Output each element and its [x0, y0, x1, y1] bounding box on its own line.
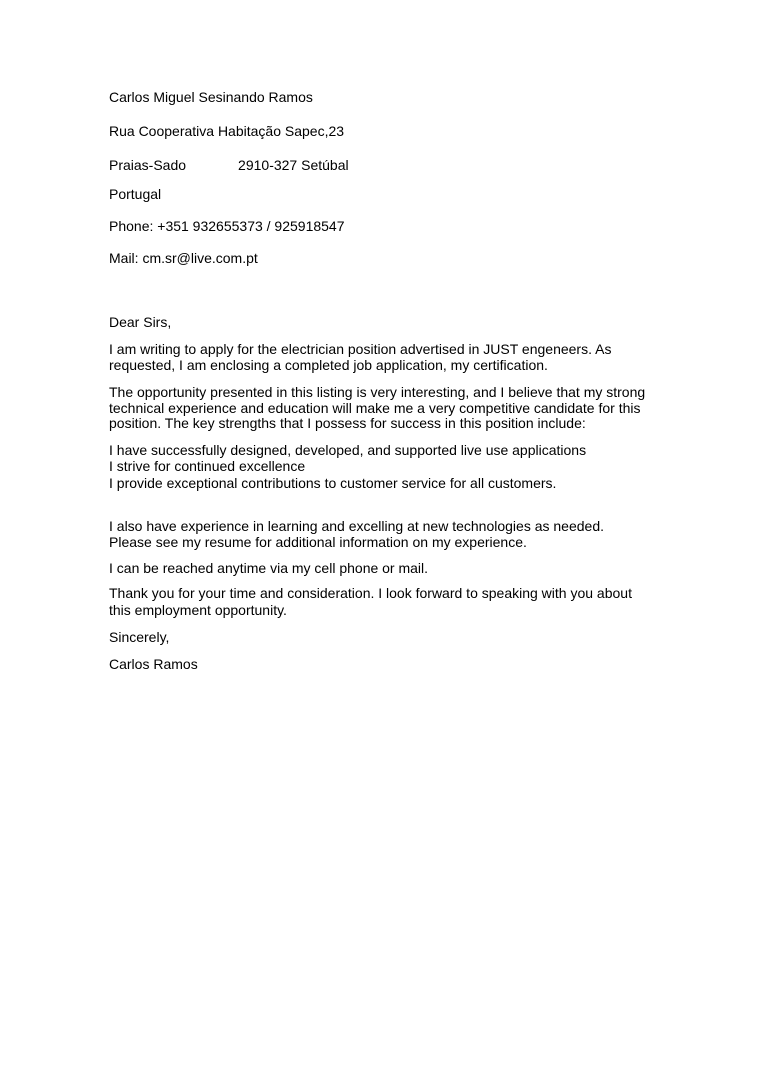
sender-street: Rua Cooperativa Habitação Sapec,23	[109, 123, 345, 139]
paragraph-3-line: I also have experience in learning and excelling at new technologies as needed.	[109, 518, 605, 534]
sender-postal: 2910-327 Setúbal	[238, 157, 349, 173]
paragraph-5-line: Thank you for your time and consideration. I look forward to speaking with you about	[109, 585, 632, 601]
paragraph-1-line: I am writing to apply for the electrician position advertised in JUST engeneers. As	[109, 341, 612, 357]
sender-country: Portugal	[109, 186, 162, 202]
sender-locality: Praias-Sado	[109, 157, 187, 173]
paragraph-3-line: Please see my resume for additional information on my experience.	[109, 534, 527, 550]
sender-mail: Mail: cm.sr@live.com.pt	[109, 250, 258, 266]
sender-name: Carlos Miguel Sesinando Ramos	[109, 89, 313, 105]
paragraph-5-line: this employment opportunity.	[109, 602, 287, 618]
paragraph-2-line: technical experience and education will make me a very competitive candidate for this	[109, 400, 641, 416]
paragraph-2-line: position. The key strengths that I possess for success in this position include:	[109, 415, 586, 431]
paragraph-1-line: requested, I am enclosing a completed job application, my certification.	[109, 357, 548, 373]
strength-item: I provide exceptional contributions to customer service for all customers.	[109, 475, 557, 491]
salutation: Dear Sirs,	[109, 314, 172, 330]
strength-item: I strive for continued excellence	[109, 458, 306, 474]
sender-phone: Phone: +351 932655373 / 925918547	[109, 218, 345, 234]
paragraph-2-line: The opportunity presented in this listing is very interesting, and I believe that my strong	[109, 384, 646, 400]
paragraph-4: I can be reached anytime via my cell phone or mail.	[109, 560, 429, 576]
closing: Sincerely,	[109, 629, 170, 645]
signature-name: Carlos Ramos	[109, 656, 198, 672]
strength-item: I have successfully designed, developed, and supported live use applications	[109, 442, 587, 458]
sender-locality-line	[109, 157, 349, 174]
